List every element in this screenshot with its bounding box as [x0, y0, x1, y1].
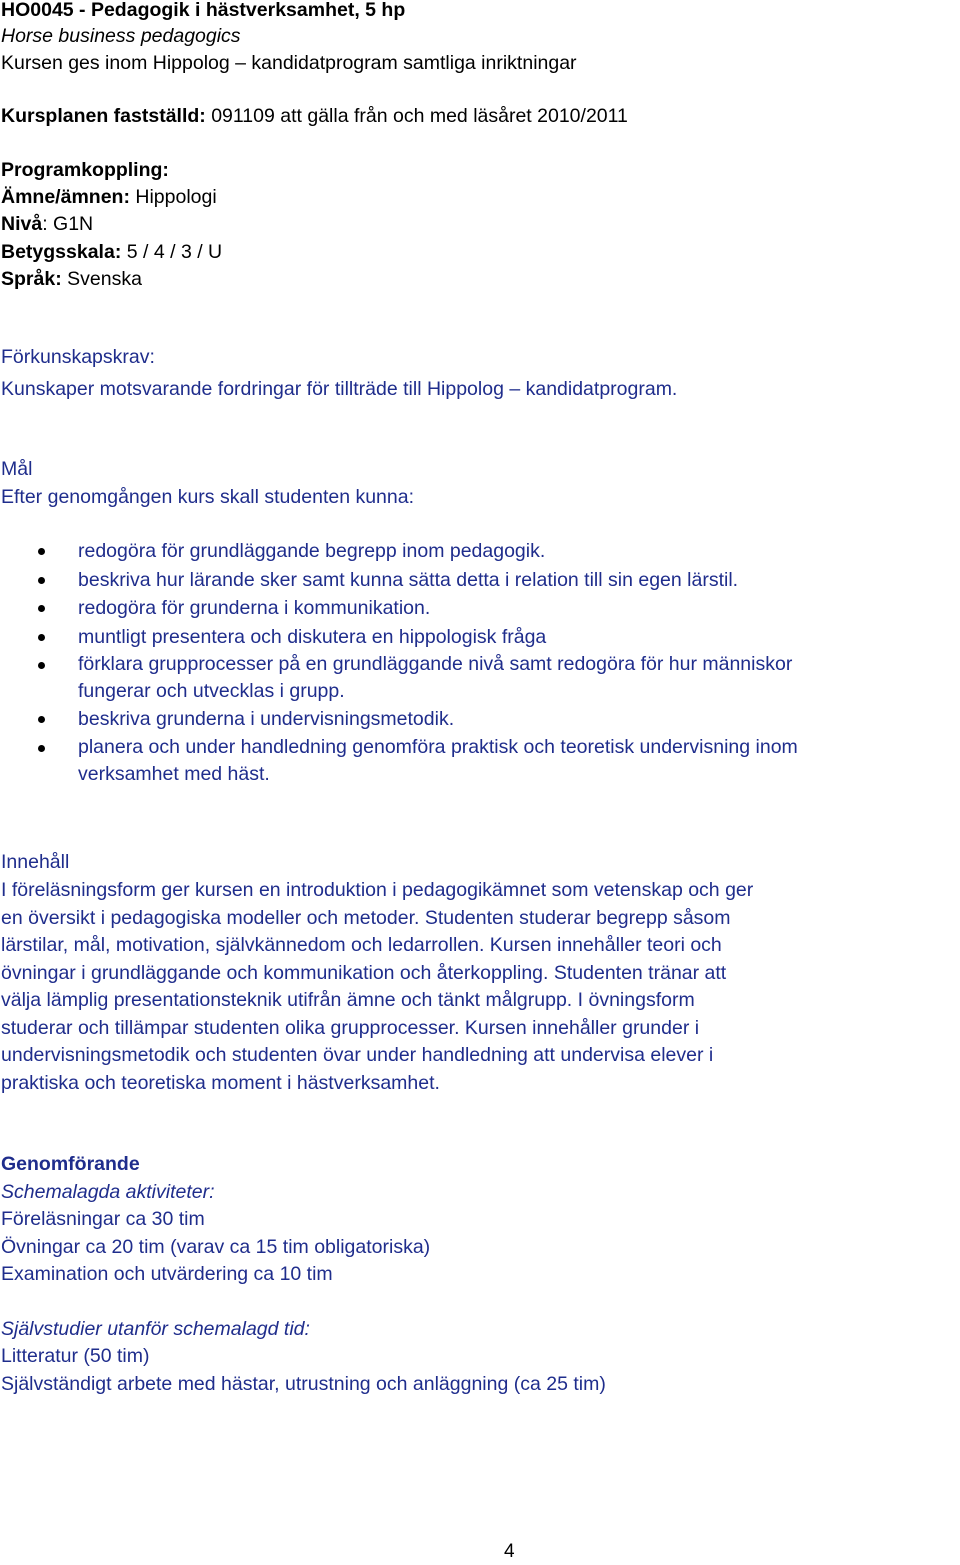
- goals-heading: Mål: [1, 458, 33, 480]
- course-context: Kursen ges inom Hippolog – kandidatprogram samtliga inriktningar: [1, 52, 577, 74]
- goal-item: beskriva grunderna i undervisningsmetodik.: [0, 705, 960, 734]
- scheduled-item: Examination och utvärdering ca 10 tim: [1, 1263, 333, 1285]
- established-label: Kursplanen fastställd:: [1, 105, 206, 127]
- established-value: 091109 att gälla från och med läsåret 2010/2011: [205, 105, 628, 127]
- goals-intro: Efter genomgången kurs skall studenten kunna:: [1, 486, 415, 508]
- self-study-item: Självständigt arbete med hästar, utrustning och anläggning (ca 25 tim): [1, 1373, 606, 1395]
- implementation-heading: Genomförande: [1, 1153, 140, 1175]
- goal-item: redogöra för grunderna i kommunikation.: [0, 594, 960, 623]
- scheduled-label: Schemalagda aktiviteter:: [1, 1181, 215, 1203]
- prerequisites-heading: Förkunskapskrav:: [1, 346, 155, 368]
- page-number: 4: [504, 1541, 515, 1562]
- amne-label: Ämne/ämnen:: [1, 186, 130, 208]
- self-study-label: Självstudier utanför schemalagd tid:: [1, 1318, 310, 1340]
- sprak-value: Svenska: [61, 268, 142, 290]
- goal-item: muntligt presentera och diskutera en hippologisk fråga: [0, 623, 960, 652]
- established-line: [1, 103, 628, 130]
- amne-line: [1, 184, 217, 211]
- content-heading: Innehåll: [1, 851, 70, 873]
- scheduled-item: Föreläsningar ca 30 tim: [1, 1208, 205, 1230]
- amne-value: Hippologi: [129, 186, 217, 208]
- course-title: HO0045 - Pedagogik i hästverksamhet, 5 hp: [1, 0, 406, 21]
- sprak-label: Språk:: [1, 268, 62, 290]
- goal-item: redogöra för grundläggande begrepp inom pedagogik.: [0, 537, 960, 566]
- betyg-line: [1, 239, 222, 266]
- niva-label: Nivå: [1, 213, 43, 235]
- goal-item: förklara grupprocesser på en grundläggande nivå samt redogöra för hur människor fungerar och utvecklas i grupp.: [0, 651, 960, 705]
- scheduled-item: Övningar ca 20 tim (varav ca 15 tim obligatoriska): [1, 1236, 431, 1258]
- course-subtitle: Horse business pedagogics: [1, 25, 241, 47]
- betyg-value: 5 / 4 / 3 / U: [121, 241, 223, 263]
- goal-item: planera och under handledning genomföra praktisk och teoretisk undervisning inom verksamhet med häst.: [0, 734, 960, 788]
- programkoppling-label: Programkoppling:: [1, 159, 169, 181]
- prerequisites-text: Kunskaper motsvarande fordringar för tillträde till Hippolog – kandidatprogram.: [1, 378, 678, 400]
- niva-value: : G1N: [42, 213, 94, 235]
- goal-item: beskriva hur lärande sker samt kunna sätta detta i relation till sin egen lärstil.: [0, 566, 960, 595]
- sprak-line: [1, 266, 142, 293]
- betyg-label: Betygsskala:: [1, 241, 122, 263]
- niva-line: [1, 211, 93, 238]
- goals-list: [0, 537, 960, 788]
- self-study-item: Litteratur (50 tim): [1, 1345, 150, 1367]
- content-paragraph: I föreläsningsform ger kursen en introduktion i pedagogikämnet som vetenskap och ger en översikt i pedagogiska modeller och metoder. Studenten studerar begrepp såsom lärstilar, mål, motivation, självkännedom och ledarrollen. Kursen innehåller teori och övningar i grundläggande och kommunikation och återkoppling. Studenten tränar att välja lämplig presentationsteknik utifrån ämne och tänkt målgrupp. I övningsform studerar och tillämpar studenten olika grupprocesser. Kursen innehåller grunder i undervisningsmetodik och studenten övar under handledning att undervisa elever i praktiska och teoretiska moment i hästverksamhet.: [1, 879, 754, 1094]
